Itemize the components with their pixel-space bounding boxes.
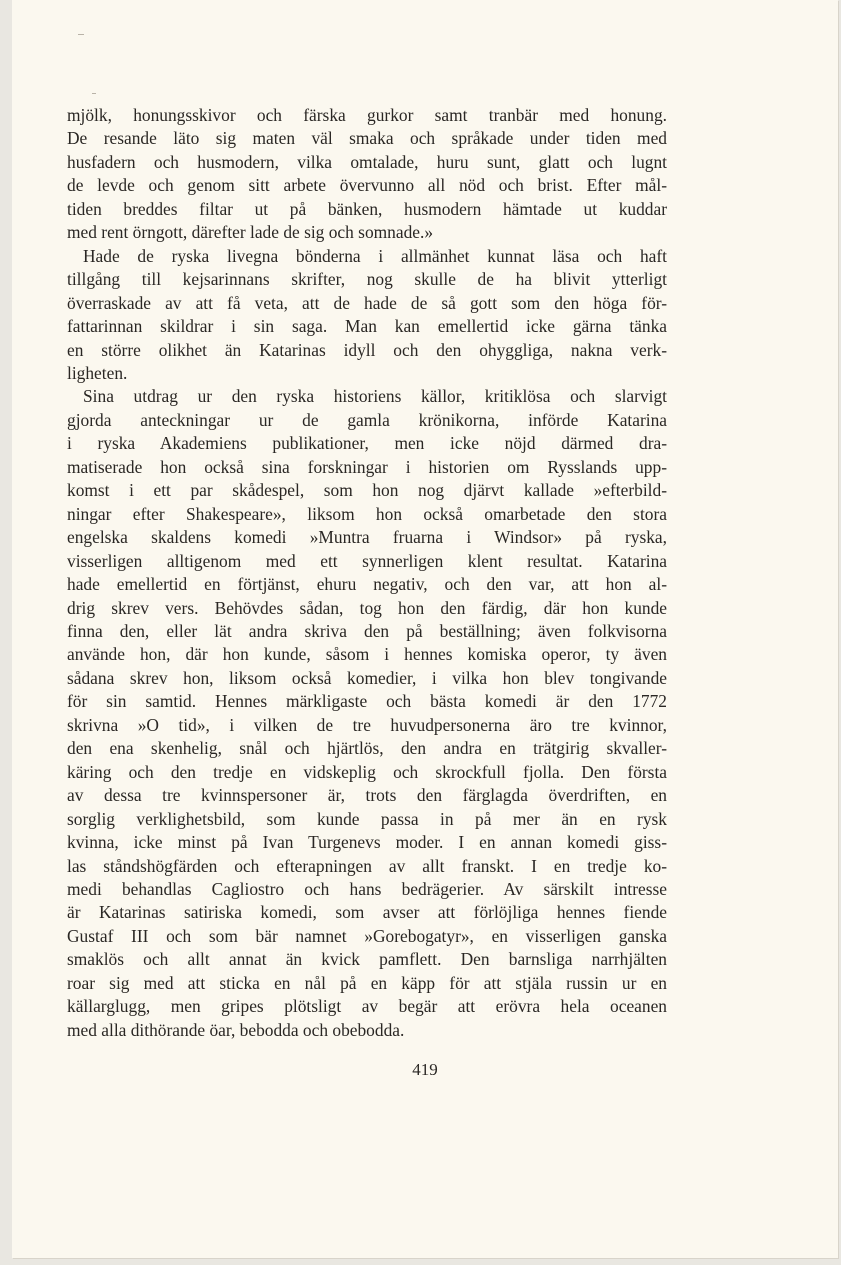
text-line: husfadern och husmodern, vilka omtalade, huru sunt, glatt och lugnt: [67, 151, 667, 172]
text-line: sorglig verklighetsbild, som kunde passa in på mer än en rysk: [67, 808, 667, 829]
text-line: de levde och genom sitt arbete övervunno all nöd och brist. Efter mål-: [67, 175, 667, 196]
text-line: medi behandlas Cagliostro och hans bedrägerier. Av särskilt intresse: [67, 878, 667, 899]
text-line: finna den, eller lät andra skriva den på beställning; även folkvisorna: [67, 620, 667, 641]
text-line: De resande läto sig maten väl smaka och språkade under tiden med: [67, 128, 667, 149]
text-line: smaklös och allt annat än kvick pamflett. Den barnsliga narrhjälten: [67, 949, 667, 970]
text-line: den ena skenhelig, snål och hjärtlös, den andra en trätgirig skvaller-: [67, 738, 667, 759]
text-line: en större olikhet än Katarinas idyll och den ohyggliga, nakna verk-: [67, 339, 667, 360]
text-line: engelska skaldens komedi »Muntra fruarna i Windsor» på ryska,: [67, 527, 667, 548]
text-line: skrivna »O tid», i vilken de tre huvudpersonerna äro tre kvinnor,: [67, 714, 667, 735]
text-line: överraskade av att få veta, att de hade de så gott som den höga för-: [67, 292, 667, 313]
text-line: sådana skrev hon, liksom också komedier, i vilka hon blev tongivande: [67, 667, 667, 688]
text-line: ningar efter Shakespeare», liksom hon också omarbetade den stora: [67, 503, 667, 524]
text-line: i ryska Akademiens publikationer, men icke nöjd därmed dra-: [67, 433, 667, 454]
paper-speck: [78, 34, 84, 35]
text-line: kvinna, icke minst på Ivan Turgenevs moder. I en annan komedi giss-: [67, 832, 667, 853]
paragraph-end-line: med rent örngott, därefter lade de sig och somnade.»: [67, 222, 434, 243]
text-line: hade emellertid en förtjänst, ehuru negativ, och den var, att hon al-: [67, 574, 667, 595]
text-line: för sin samtid. Hennes märkligaste och bästa komedi är den 1772: [67, 691, 667, 712]
text-line: fattarinnan skildrar i sin saga. Man kan emellertid icke gärna tänka: [67, 316, 667, 337]
text-line: käring och den tredje en vidskeplig och skrockfull fjolla. Den första: [67, 761, 667, 782]
text-line: las ståndshögfärden och efterapningen av allt franskt. I en tredje ko-: [67, 855, 667, 876]
paragraph-start-line: Sina utdrag ur den ryska historiens källor, kritiklösa och slarvigt: [83, 386, 667, 407]
text-line: matiserade hon också sina forskningar i historien om Rysslands upp-: [67, 456, 667, 477]
text-line: tillgång till kejsarinnans skrifter, nog skulle de ha blivit ytterligt: [67, 269, 667, 290]
text-line: Gustaf III och som bär namnet »Gorebogatyr», en visserligen ganska: [67, 925, 667, 946]
text-line: visserligen alltigenom med ett synnerligen klent resultat. Katarina: [67, 550, 667, 571]
text-line: komst i ett par skådespel, som hon nog djärvt kallade »efterbild-: [67, 480, 667, 501]
paragraph-end-line: ligheten.: [67, 362, 128, 383]
text-line: drig skrev vers. Behövdes sådan, tog hon den färdig, där hon kunde: [67, 597, 667, 618]
body-text: [67, 104, 667, 1042]
text-line: gjorda anteckningar ur de gamla krönikorna, införde Katarina: [67, 409, 667, 430]
text-line: mjölk, honungsskivor och färska gurkor samt tranbär med honung.: [67, 105, 667, 125]
text-line: använde hon, där hon kunde, såsom i hennes komiska operor, ty även: [67, 644, 667, 665]
page-number: 419: [412, 1060, 438, 1079]
text-line: tiden breddes filtar ut på bänken, husmodern hämtade ut kuddar: [67, 198, 667, 219]
text-line: av dessa tre kvinnspersoner är, trots den färglagda överdriften, en: [67, 785, 667, 806]
paragraph-end-line: med alla dithörande öar, bebodda och obebodda.: [67, 1019, 405, 1040]
paragraph-start-line: Hade de ryska livegna bönderna i allmänhet kunnat läsa och haft: [83, 245, 667, 266]
text-line: roar sig med att sticka en nål på en käpp för att stjäla russin ur en: [67, 972, 667, 993]
book-page: [12, 0, 838, 1258]
text-line: källarglugg, men gripes plötsligt av begär att erövra hela oceanen: [67, 996, 667, 1017]
text-line: är Katarinas satiriska komedi, som avser att förlöjliga hennes fiende: [67, 902, 667, 923]
paper-speck: [92, 93, 96, 94]
